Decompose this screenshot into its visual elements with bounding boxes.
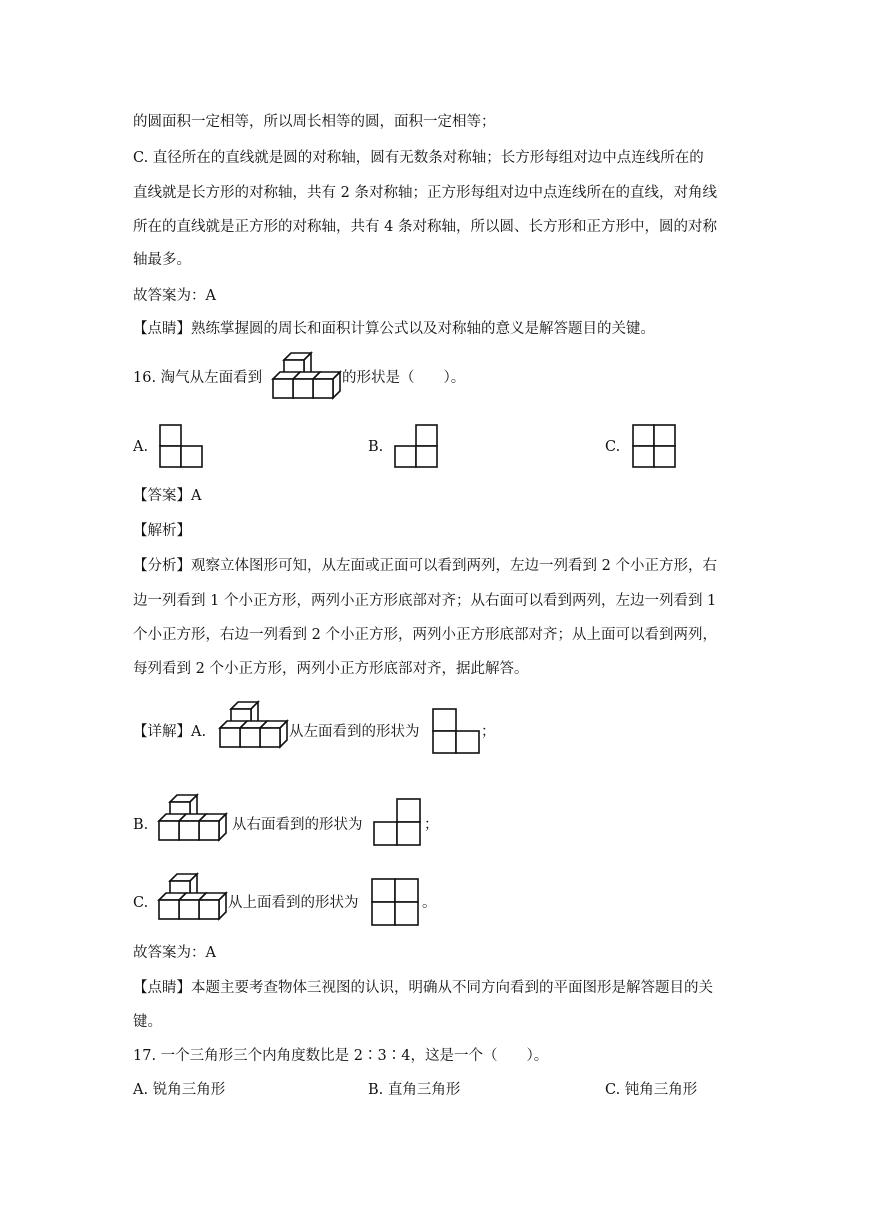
analysis-line: 个小正方形，右边一列看到 2 个小正方形，两列小正方形底部对齐；从上面可以看到两列， [133,627,717,643]
question-17-stem: 17. 一个三角形三个内角度数比是 2∶3∶4，这是一个（ ）。 [133,1048,549,1064]
option-c-label: C. [605,439,621,455]
question-16-stem-start: 16. 淘气从左面看到 [133,370,263,386]
cube-stack-figure [273,351,345,409]
text-line: C. 直径所在的直线就是圆的对称轴，圆有无数条对称轴；长方形每组对边中点连线所在的 [133,150,704,166]
analysis-line: 每列看到 2 个小正方形，两列小正方形底部对齐，据此解答。 [133,661,529,677]
view-shape-figure [373,798,421,846]
answer-line: 故答案为：A [133,945,216,961]
detail-a-text: 从左面看到的形状为 [289,724,420,740]
option-b: B. 直角三角形 [368,1082,461,1098]
cube-stack-figure [159,793,231,853]
analysis-line: 边一列看到 1 个小正方形，两列小正方形底部对齐；从右面可以看到两列，左边一列看到 1 [133,593,717,609]
remark-line: 【点睛】熟练掌握圆的周长和面积计算公式以及对称轴的意义是解答题目的关键。 [133,321,655,337]
option-b-shape-icon [394,424,438,468]
detail-a-end: ； [481,724,496,740]
cube-stack-figure [159,872,231,932]
detail-b-text: 从右面看到的形状为 [232,817,363,833]
analysis-header: 【解析】 [133,523,191,539]
remark-line: 键。 [133,1014,162,1030]
detail-b-end: ； [424,817,439,833]
detail-c-prefix: C. [133,895,149,911]
text-line: 的圆面积一定相等，所以周长相等的圆，面积一定相等； [133,114,496,130]
detail-a-prefix: 【详解】A. [133,724,207,740]
detail-b-prefix: B. [133,817,149,833]
option-a: A. 锐角三角形 [133,1082,226,1098]
option-a-label: A. [133,439,149,455]
text-line: 直线就是长方形的对称轴，共有 2 条对称轴；正方形每组对边中点连线所在的直线，对角线 [133,185,717,201]
option-b-label: B. [368,439,384,455]
analysis-line: 【分析】观察立体图形可知，从左面或正面可以看到两列，左边一列看到 2 个小正方形，右 [133,558,717,574]
detail-c-text: 从上面看到的形状为 [228,895,359,911]
view-shape-figure [371,878,419,926]
answer-line: 故答案为：A [133,288,216,304]
cube-stack-figure [220,700,292,758]
text-line: 轴最多。 [133,252,191,268]
option-a-shape-icon [159,424,203,468]
detail-c-end: 。 [422,895,437,911]
question-16-stem-end: 的形状是（ ）。 [342,370,466,386]
remark-line: 【点睛】本题主要考查物体三视图的认识，明确从不同方向看到的平面图形是解答题目的关 [133,980,713,996]
text-line: 所在的直线就是正方形的对称轴，共有 4 条对称轴，所以圆、长方形和正方形中，圆的对称 [133,219,717,235]
option-c-shape-icon [632,424,676,468]
answer-line: 【答案】A [133,488,202,504]
view-shape-figure [432,708,480,754]
option-c: C. 钝角三角形 [605,1082,698,1098]
